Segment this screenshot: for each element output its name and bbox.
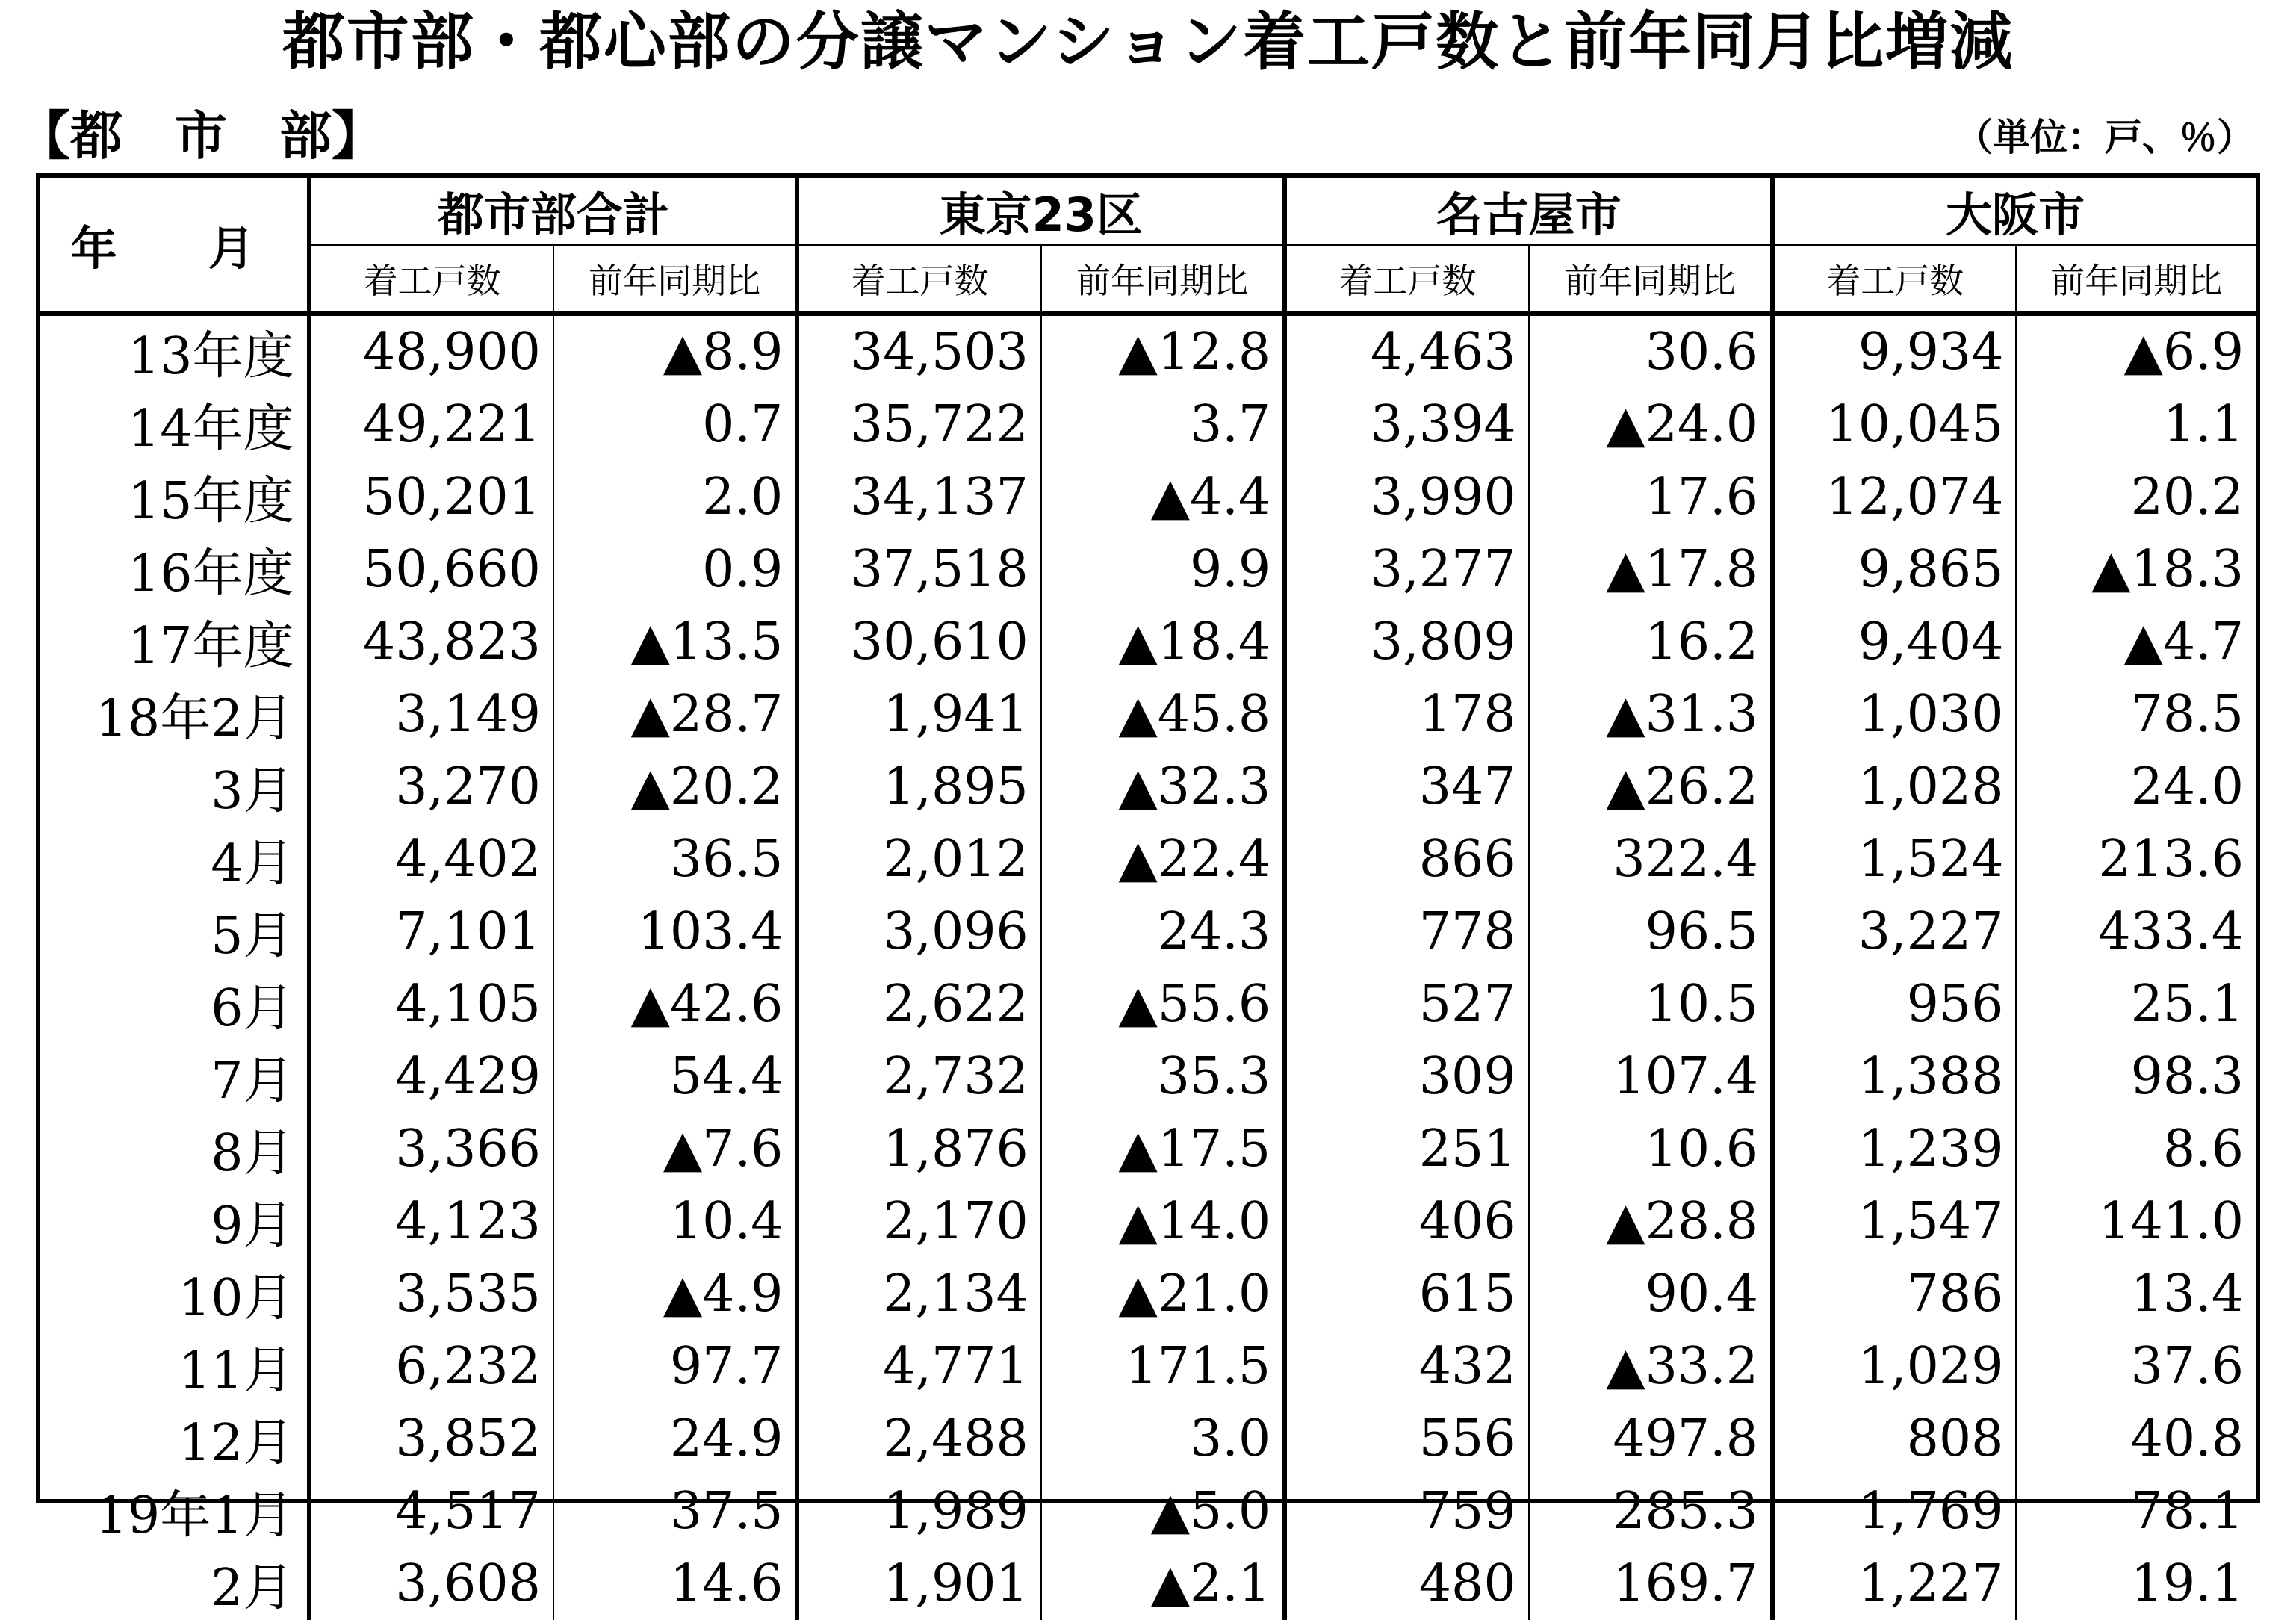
starts-cell: 480	[1285, 1548, 1528, 1620]
starts-cell: 2,622	[797, 968, 1040, 1040]
group-header-osaka: 大阪市	[1772, 178, 2256, 245]
year-month-header: 年 月	[40, 178, 309, 314]
starts-cell: 49,221	[309, 388, 553, 461]
starts-cell: 3,608	[309, 1548, 553, 1620]
yoy-cell: 78.1	[2130, 1482, 2244, 1541]
starts-cell: 9,934	[1772, 314, 2016, 388]
yoy-cell: 24.3	[1041, 896, 1285, 968]
yoy-cell: ▲28.8	[1529, 1185, 1772, 1258]
group-header-urban-total: 都市部合計	[309, 178, 797, 245]
starts-cell: 4,463	[1285, 314, 1528, 388]
yoy-cell: 0.9	[553, 533, 797, 606]
starts-cell: 347	[1285, 751, 1528, 823]
yoy-cell: 8.6	[2162, 1120, 2244, 1179]
starts-cell: 4,429	[309, 1040, 553, 1113]
yoy-cell: ▲45.8	[1041, 678, 1285, 751]
yoy-cell: ▲4.4	[1041, 461, 1285, 533]
yoy-cell: 213.6	[2098, 830, 2244, 889]
starts-cell: 615	[1285, 1258, 1528, 1330]
yoy-cell: ▲4.9	[553, 1258, 797, 1330]
starts-cell: 43,823	[309, 606, 553, 678]
starts-cell: 3,990	[1285, 461, 1528, 533]
starts-cell: 1,030	[1772, 678, 2016, 751]
starts-cell: 1,028	[1772, 751, 2016, 823]
starts-cell: 3,096	[797, 896, 1040, 968]
starts-cell: 50,660	[309, 533, 553, 606]
yoy-cell: 14.6	[553, 1548, 797, 1620]
starts-cell: 2,488	[797, 1403, 1040, 1475]
table-row	[40, 533, 2256, 606]
yoy-cell: ▲7.6	[553, 1113, 797, 1185]
starts-cell: 4,123	[309, 1185, 553, 1258]
starts-cell: 1,547	[1772, 1185, 2016, 1258]
row-label: 13年度	[40, 314, 309, 388]
yoy-cell: 35.3	[1041, 1040, 1285, 1113]
starts-cell: 6,232	[309, 1330, 553, 1403]
starts-cell: 12,074	[1772, 461, 2016, 533]
starts-cell: 178	[1285, 678, 1528, 751]
starts-cell: 3,852	[309, 1403, 553, 1475]
starts-cell: 251	[1285, 1113, 1528, 1185]
yoy-cell: 98.3	[2130, 1047, 2244, 1106]
starts-cell: 778	[1285, 896, 1528, 968]
yoy-cell: 36.5	[553, 823, 797, 896]
yoy-cell: ▲18.3	[2091, 540, 2244, 599]
starts-cell: 556	[1285, 1403, 1528, 1475]
yoy-cell: 24.9	[553, 1403, 797, 1475]
yoy-cell: ▲20.2	[553, 751, 797, 823]
table-row	[40, 823, 2256, 896]
starts-cell: 3,809	[1285, 606, 1528, 678]
starts-cell: 527	[1285, 968, 1528, 1040]
starts-cell: 2,012	[797, 823, 1040, 896]
starts-cell: 34,137	[797, 461, 1040, 533]
group-header-nagoya: 名古屋市	[1285, 178, 1772, 245]
table-row	[40, 1258, 2256, 1330]
yoy-cell: 37.5	[553, 1475, 797, 1548]
starts-cell: 866	[1285, 823, 1528, 896]
data-table	[36, 173, 2260, 1618]
page-title: 都市部・都心部の分譲マンション着工戸数と前年同月比増減	[282, 5, 2014, 78]
yoy-cell: ▲6.9	[2123, 323, 2244, 382]
table-row	[40, 1475, 2256, 1548]
yoy-cell: 97.7	[553, 1330, 797, 1403]
yoy-cell: ▲13.5	[553, 606, 797, 678]
starts-cell: 3,366	[309, 1113, 553, 1185]
starts-cell: 1,876	[797, 1113, 1040, 1185]
starts-cell: 1,029	[1772, 1330, 2016, 1403]
starts-cell: 3,227	[1772, 896, 2016, 968]
starts-cell: 7,101	[309, 896, 553, 968]
starts-cell: 1,524	[1772, 823, 2016, 896]
starts-cell: 3,277	[1285, 533, 1528, 606]
yoy-cell: ▲4.7	[2123, 612, 2244, 671]
starts-cell: 2,732	[797, 1040, 1040, 1113]
starts-cell: 48,900	[309, 314, 553, 388]
starts-cell: 1,989	[797, 1475, 1040, 1548]
sub-header-starts: 着工戸数	[1285, 245, 1528, 314]
yoy-cell: 141.0	[2098, 1192, 2244, 1251]
table-row	[40, 388, 2256, 461]
section-label: 【都 市 部】	[18, 105, 384, 167]
starts-cell: 3,535	[309, 1258, 553, 1330]
yoy-cell: 40.8	[2130, 1409, 2244, 1468]
yoy-cell: 19.1	[2130, 1554, 2244, 1613]
yoy-cell: 90.4	[1529, 1258, 1772, 1330]
row-label: 16年度	[40, 533, 309, 606]
table-row	[40, 751, 2256, 823]
row-label: 19年1月	[40, 1475, 309, 1548]
yoy-cell: 54.4	[553, 1040, 797, 1113]
table-row	[40, 1403, 2256, 1475]
table-row	[40, 1330, 2256, 1403]
yoy-cell: 17.6	[1529, 461, 1772, 533]
yoy-cell: ▲17.5	[1041, 1113, 1285, 1185]
starts-cell: 4,517	[309, 1475, 553, 1548]
starts-cell: 35,722	[797, 388, 1040, 461]
table-row	[40, 678, 2256, 751]
group-header-tokyo-23: 東京23区	[797, 178, 1285, 245]
yoy-cell: 285.3	[1529, 1475, 1772, 1548]
starts-cell: 406	[1285, 1185, 1528, 1258]
yoy-cell: ▲55.6	[1041, 968, 1285, 1040]
yoy-cell: 10.6	[1529, 1113, 1772, 1185]
starts-cell: 1,895	[797, 751, 1040, 823]
starts-cell: 50,201	[309, 461, 553, 533]
starts-cell: 3,394	[1285, 388, 1528, 461]
yoy-cell: ▲14.0	[1041, 1185, 1285, 1258]
starts-cell: 37,518	[797, 533, 1040, 606]
yoy-cell: 2.0	[553, 461, 797, 533]
yoy-cell: 103.4	[553, 896, 797, 968]
starts-cell: 1,901	[797, 1548, 1040, 1620]
table-body	[40, 314, 2256, 1620]
yoy-cell: ▲22.4	[1041, 823, 1285, 896]
row-label: 7月	[40, 1040, 309, 1113]
yoy-cell: ▲5.0	[1041, 1475, 1285, 1548]
sub-header-starts: 着工戸数	[309, 245, 553, 314]
row-label: 14年度	[40, 388, 309, 461]
starts-cell: 759	[1285, 1475, 1528, 1548]
yoy-cell: ▲24.0	[1529, 388, 1772, 461]
yoy-cell: 169.7	[1529, 1548, 1772, 1620]
yoy-cell: 24.0	[2130, 757, 2244, 816]
yoy-cell: 10.4	[553, 1185, 797, 1258]
unit-label: （単位：戸、％）	[1955, 116, 2254, 159]
yoy-cell: 1.1	[2162, 395, 2244, 454]
table-row	[40, 1040, 2256, 1113]
row-label: 18年2月	[40, 678, 309, 751]
starts-cell: 786	[1772, 1258, 2016, 1330]
yoy-cell: ▲17.8	[1529, 533, 1772, 606]
yoy-cell: ▲2.1	[1041, 1548, 1285, 1620]
table-row	[40, 314, 2256, 388]
yoy-cell: ▲21.0	[1041, 1258, 1285, 1330]
yoy-cell: 3.7	[1041, 388, 1285, 461]
table-row	[40, 1185, 2256, 1258]
table-row	[40, 968, 2256, 1040]
row-label: 10月	[40, 1258, 309, 1330]
starts-cell: 1,769	[1772, 1475, 2016, 1548]
yoy-cell: 322.4	[1529, 823, 1772, 896]
table-row	[40, 1113, 2256, 1185]
yoy-cell: ▲12.8	[1041, 314, 1285, 388]
row-label: 8月	[40, 1113, 309, 1185]
yoy-cell: 25.1	[2130, 975, 2244, 1034]
row-label: 15年度	[40, 461, 309, 533]
starts-cell: 1,941	[797, 678, 1040, 751]
starts-cell: 2,134	[797, 1258, 1040, 1330]
yoy-cell: 20.2	[2130, 468, 2244, 527]
table-row	[40, 461, 2256, 533]
row-label: 17年度	[40, 606, 309, 678]
row-label: 2月	[40, 1548, 309, 1620]
starts-cell: 4,402	[309, 823, 553, 896]
sub-header-yoy: 前年同期比	[2016, 245, 2256, 314]
starts-cell: 9,404	[1772, 606, 2016, 678]
row-label: 9月	[40, 1185, 309, 1258]
yoy-cell: 16.2	[1529, 606, 1772, 678]
row-label: 12月	[40, 1403, 309, 1475]
yoy-cell: 0.7	[553, 388, 797, 461]
starts-cell: 4,105	[309, 968, 553, 1040]
starts-cell: 30,610	[797, 606, 1040, 678]
starts-cell: 309	[1285, 1040, 1528, 1113]
starts-cell: 1,388	[1772, 1040, 2016, 1113]
yoy-cell: ▲26.2	[1529, 751, 1772, 823]
yoy-cell: 9.9	[1041, 533, 1285, 606]
starts-cell: 10,045	[1772, 388, 2016, 461]
starts-cell: 1,239	[1772, 1113, 2016, 1185]
row-label: 5月	[40, 896, 309, 968]
table-row	[40, 896, 2256, 968]
starts-cell: 2,170	[797, 1185, 1040, 1258]
sub-header-starts: 着工戸数	[1772, 245, 2016, 314]
yoy-cell: 107.4	[1529, 1040, 1772, 1113]
starts-cell: 432	[1285, 1330, 1528, 1403]
sub-header-yoy: 前年同期比	[1041, 245, 1285, 314]
starts-cell: 956	[1772, 968, 2016, 1040]
yoy-cell: ▲8.9	[553, 314, 797, 388]
row-label: 3月	[40, 751, 309, 823]
row-label: 4月	[40, 823, 309, 896]
yoy-cell: ▲42.6	[553, 968, 797, 1040]
yoy-cell: ▲32.3	[1041, 751, 1285, 823]
starts-cell: 3,149	[309, 678, 553, 751]
yoy-cell: 30.6	[1529, 314, 1772, 388]
yoy-cell: ▲33.2	[1529, 1330, 1772, 1403]
yoy-cell: 37.6	[2130, 1337, 2244, 1396]
sub-header-yoy: 前年同期比	[553, 245, 797, 314]
table-row	[40, 606, 2256, 678]
starts-cell: 808	[1772, 1403, 2016, 1475]
yoy-cell: 96.5	[1529, 896, 1772, 968]
starts-cell: 4,771	[797, 1330, 1040, 1403]
yoy-cell: ▲28.7	[553, 678, 797, 751]
starts-cell: 9,865	[1772, 533, 2016, 606]
yoy-cell: 433.4	[2098, 902, 2244, 961]
starts-cell: 34,503	[797, 314, 1040, 388]
row-label: 11月	[40, 1330, 309, 1403]
sub-header-starts: 着工戸数	[797, 245, 1040, 314]
sub-header-yoy: 前年同期比	[1529, 245, 1772, 314]
row-label: 6月	[40, 968, 309, 1040]
table-row	[40, 1548, 2256, 1620]
yoy-cell: 13.4	[2130, 1264, 2244, 1323]
yoy-cell: ▲18.4	[1041, 606, 1285, 678]
yoy-cell: 78.5	[2130, 685, 2244, 744]
yoy-cell: 171.5	[1041, 1330, 1285, 1403]
starts-cell: 1,227	[1772, 1548, 2016, 1620]
starts-cell: 3,270	[309, 751, 553, 823]
yoy-cell: 3.0	[1041, 1403, 1285, 1475]
yoy-cell: 10.5	[1529, 968, 1772, 1040]
yoy-cell: 497.8	[1529, 1403, 1772, 1475]
yoy-cell: ▲31.3	[1529, 678, 1772, 751]
